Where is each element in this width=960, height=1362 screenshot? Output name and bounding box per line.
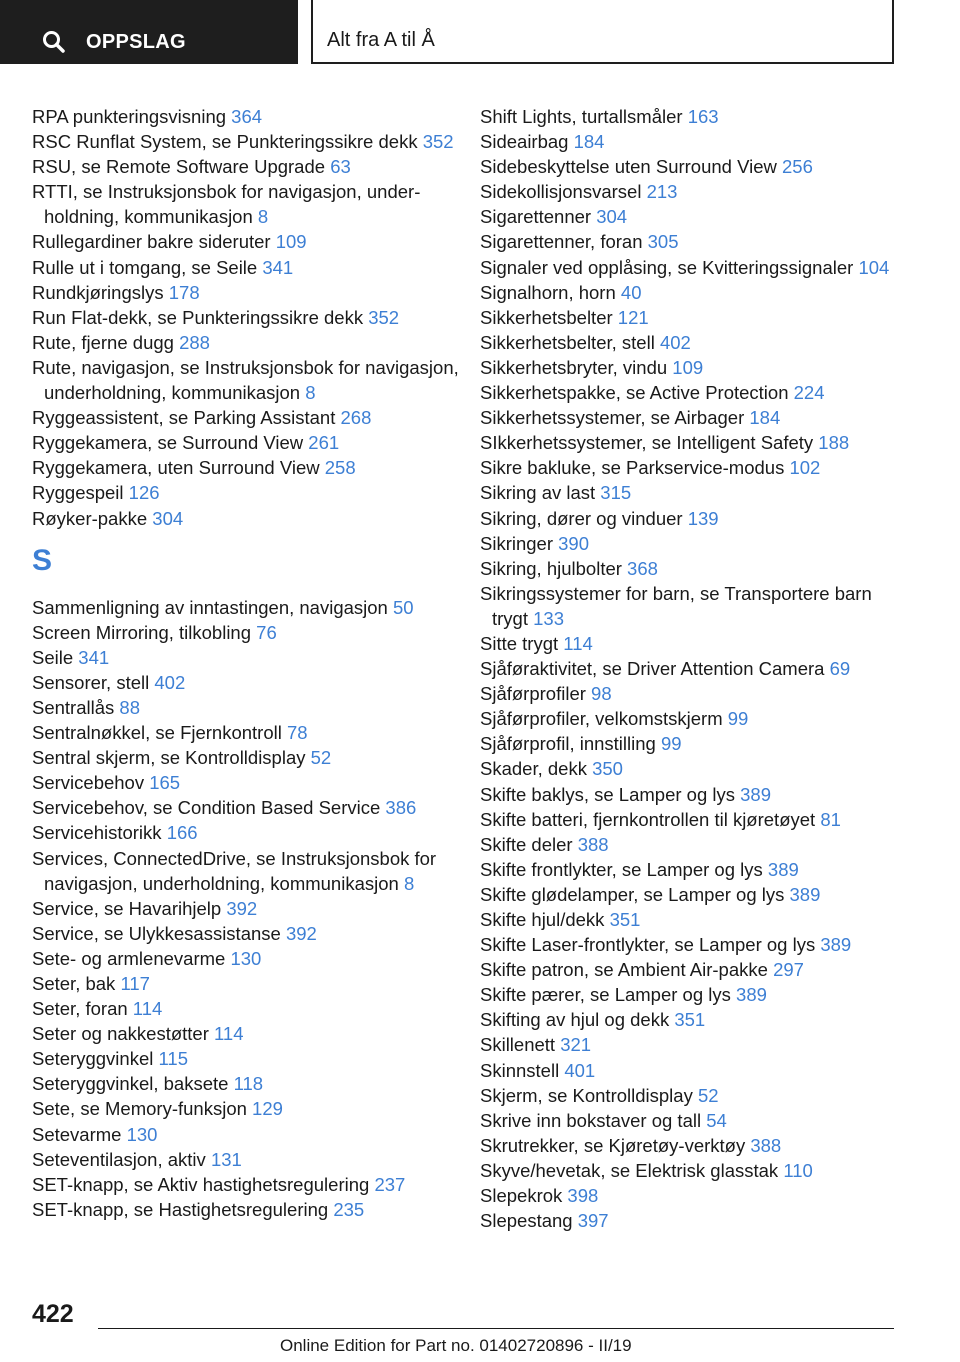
page-link[interactable]: 69: [829, 658, 851, 680]
index-entry: [480, 581, 900, 631]
index-entry-text: Skifte glødelamper, se Lamper og lys: [480, 883, 785, 905]
page-link[interactable]: 184: [749, 407, 781, 429]
index-entry: [480, 380, 900, 405]
index-entry: [480, 1158, 900, 1183]
page-link[interactable]: 163: [687, 106, 719, 127]
index-entry: [480, 631, 900, 656]
page-link[interactable]: 110: [783, 1159, 813, 1181]
page-link[interactable]: 126: [128, 482, 160, 504]
index-entry: [32, 770, 462, 795]
page-link[interactable]: 392: [226, 897, 258, 919]
page-link[interactable]: 115: [158, 1048, 188, 1070]
index-entry: [32, 1197, 462, 1222]
page-link[interactable]: 78: [287, 722, 308, 744]
index-entry: [480, 229, 900, 254]
index-entry-text: Sammenligning av inntastingen, navigasjon: [32, 596, 388, 618]
page-link[interactable]: 184: [573, 131, 605, 153]
index-entry-text: Sensorer, stell: [32, 671, 150, 693]
index-entry: [480, 255, 900, 280]
index-entry-text: Sjåførprofiler, velkomstskjerm: [480, 708, 723, 730]
index-entry-text: RSC Runflat System, se Punkteringssikre dekk: [32, 131, 418, 153]
page-link[interactable]: 118: [233, 1073, 264, 1095]
index-entry-text: Sideairbag: [480, 131, 569, 153]
index-entry: [480, 204, 900, 229]
page-link[interactable]: 52: [310, 747, 332, 769]
index-entry-text: Røyker-pakke: [32, 507, 148, 529]
search-tab-label: OPPSLAG: [86, 31, 186, 53]
page-link[interactable]: 397: [577, 1210, 609, 1232]
index-entry: [480, 957, 900, 982]
page-link[interactable]: 386: [385, 797, 417, 819]
index-entry: [480, 556, 900, 581]
index-entry-text: Skifte pærer, se Lamper og lys: [480, 984, 731, 1006]
page-link[interactable]: 304: [596, 206, 628, 228]
index-entry: [32, 1172, 462, 1197]
index-entry: [480, 706, 900, 731]
page-link[interactable]: 392: [285, 922, 317, 944]
page-link[interactable]: 352: [422, 131, 454, 153]
page-link[interactable]: 388: [750, 1134, 782, 1156]
page-link[interactable]: 40: [620, 281, 642, 303]
index-entry-text: Skjerm, se Kontrolldisplay: [480, 1084, 693, 1106]
index-entry: [32, 921, 462, 946]
index-entry: [480, 1183, 900, 1208]
index-entry-text: Service, se Havarihjelp: [32, 897, 222, 919]
index-entry-text: Signaler ved opplåsing, se Kvitteringssignaler: [480, 256, 854, 278]
page-link[interactable]: 297: [773, 959, 804, 981]
page-link[interactable]: 102: [789, 457, 821, 479]
index-entry: [480, 129, 900, 154]
index-entry-text: Sjåførprofil, innstilling: [480, 733, 656, 755]
index-entry: [32, 1071, 462, 1096]
footer-divider: [98, 1328, 894, 1329]
index-entry: [32, 896, 462, 921]
page-link[interactable]: 117: [120, 973, 150, 994]
page-link[interactable]: 256: [782, 156, 813, 178]
index-entry-text: Ryggeassistent, se Parking Assistant: [32, 407, 336, 429]
index-entry-text: Sikkerhetsbelter, stell: [480, 331, 655, 353]
index-entry-text: Rute, navigasjon, se Instruksjonsbok for navigasjon, underholdning, kommunikasjon: [32, 356, 459, 404]
page-link[interactable]: 114: [214, 1023, 244, 1045]
page-link[interactable]: 139: [687, 507, 719, 529]
index-entry-text: Sikkerhetssystemer, se Airbager: [480, 407, 745, 429]
page-link[interactable]: 268: [340, 407, 372, 429]
index-entry-text: Skader, dekk: [480, 758, 587, 780]
index-entry-text: Seteryggvinkel: [32, 1048, 154, 1070]
index-entry-text: Run Flat-dekk, se Punkteringssikre dekk: [32, 306, 364, 328]
index-entry-text: Skillenett: [480, 1034, 556, 1056]
index-entry-text: SIkkerhetssystemer, se Intelligent Safety: [480, 432, 814, 454]
page-link[interactable]: 133: [533, 607, 564, 629]
index-entry: [32, 405, 462, 430]
index-entry: [32, 670, 462, 695]
page-link[interactable]: 389: [789, 883, 821, 905]
search-icon: [42, 30, 66, 54]
index-entry-text: Setevarme: [32, 1123, 122, 1145]
page-link[interactable]: 390: [558, 532, 590, 554]
index-entry-text: Slepestang: [480, 1210, 573, 1232]
page-link[interactable]: 99: [727, 708, 749, 730]
index-entry: [32, 971, 462, 996]
page-link[interactable]: 109: [672, 356, 704, 378]
page-link[interactable]: 341: [78, 646, 110, 668]
index-entry: [480, 1032, 900, 1057]
index-list-s: [32, 595, 462, 1222]
index-entry-text: Services, ConnectedDrive, se Instruksjonsbok for navigasjon, underholdning, kommunikasjon: [32, 847, 437, 894]
index-entry: [480, 807, 900, 832]
index-entry: [480, 857, 900, 882]
index-entry: [32, 430, 462, 455]
title-tab[interactable]: [311, 0, 894, 64]
index-entry-text: Sete- og armlenevarme: [32, 947, 226, 969]
index-entry-text: Sikkerhetspakke, se Active Protection: [480, 382, 789, 404]
index-entry: [32, 595, 462, 620]
index-entry-text: Slepekrok: [480, 1185, 563, 1207]
index-entry: [32, 820, 462, 845]
index-list-r: [32, 104, 462, 531]
index-entry: [480, 656, 900, 681]
index-entry-text: Screen Mirroring, tilkobling: [32, 621, 252, 643]
page-link[interactable]: 305: [647, 231, 679, 253]
page-link[interactable]: 364: [231, 106, 263, 127]
index-entry: [480, 932, 900, 957]
section-letter: S: [32, 543, 53, 577]
page-link[interactable]: 401: [564, 1059, 596, 1081]
page-link[interactable]: 235: [333, 1198, 365, 1220]
index-entry-text: Sikringer: [480, 532, 553, 554]
page-link[interactable]: 352: [368, 306, 400, 328]
index-entry: [480, 104, 900, 129]
index-entry-text: Skrive inn bokstaver og tall: [480, 1109, 702, 1131]
page-link[interactable]: 81: [820, 808, 841, 830]
index-entry: [32, 1021, 462, 1046]
index-entry-text: Skifte deler: [480, 833, 573, 855]
index-entry-text: Sjåføraktivitet, se Driver Attention Camera: [480, 658, 825, 680]
index-entry-text: RTTI, se Instruksjonsbok for navigasjon, underholdning, kommunikasjon: [32, 181, 421, 228]
index-entry-text: Sjåførprofiler: [480, 683, 586, 705]
index-column-left: [32, 104, 462, 1222]
index-entry: [32, 695, 462, 720]
index-entry: [480, 430, 900, 455]
index-entry: [480, 1058, 900, 1083]
index-entry-text: Ryggekamera, se Surround View: [32, 432, 304, 454]
index-entry-text: RSU, se Remote Software Upgrade: [32, 156, 326, 178]
page-link[interactable]: 76: [256, 621, 277, 643]
index-entry-text: Ryggekamera, uten Surround View: [32, 457, 320, 479]
index-entry-text: Seteventilasjon, aktiv: [32, 1148, 206, 1170]
index-entry-text: Skifte frontlykter, se Lamper og lys: [480, 858, 763, 880]
page-link[interactable]: 129: [252, 1098, 283, 1120]
index-entry: [32, 846, 462, 896]
index-entry: [480, 1133, 900, 1158]
index-entry-text: Servicebehov, se Condition Based Service: [32, 797, 381, 819]
page-link[interactable]: 321: [560, 1034, 592, 1056]
index-entry-text: Ryggespeil: [32, 482, 124, 504]
page-link[interactable]: 402: [154, 671, 186, 693]
index-entry-text: Skifte patron, se Ambient Air-pakke: [480, 959, 768, 981]
index-entry-text: Rute, fjerne dugg: [32, 331, 174, 353]
index-entry-text: Skyve/hevetak, se Elektrisk glasstak: [480, 1159, 779, 1181]
index-entry: [480, 756, 900, 781]
page-link[interactable]: 304: [152, 507, 184, 529]
index-entry: [480, 355, 900, 380]
index-entry: [480, 405, 900, 430]
index-entry: [480, 330, 900, 355]
index-entry-text: Rulle ut i tomgang, se Seile: [32, 256, 258, 278]
page-link[interactable]: 389: [736, 984, 767, 1006]
page-link[interactable]: 237: [374, 1173, 406, 1195]
index-entry: [32, 229, 462, 254]
index-entry-text: Sentralnøkkel, se Fjernkontroll: [32, 722, 282, 744]
index-entry-text: Seter og nakkestøtter: [32, 1023, 209, 1045]
page-link[interactable]: 315: [600, 482, 632, 504]
index-entry: [32, 506, 462, 531]
index-entry: [480, 531, 900, 556]
page-link[interactable]: 8: [257, 206, 269, 228]
page-link[interactable]: 213: [646, 181, 678, 203]
page-link[interactable]: 99: [660, 733, 682, 755]
index-entry: [32, 720, 462, 745]
index-entry: [32, 1096, 462, 1121]
index-entry: [480, 305, 900, 330]
index-entry: [32, 355, 462, 405]
page-link[interactable]: 261: [308, 432, 340, 454]
index-entry-text: RPA punkteringsvisning: [32, 106, 227, 127]
search-tab[interactable]: [0, 0, 298, 64]
index-entry: [32, 946, 462, 971]
index-entry: [32, 179, 462, 229]
index-entry-text: Seteryggvinkel, baksete: [32, 1073, 229, 1095]
index-entry-text: Sigarettenner: [480, 206, 592, 228]
index-entry: [32, 480, 462, 505]
index-entry-text: Skifte hjul/dekk: [480, 909, 605, 930]
index-entry: [480, 907, 900, 932]
index-entry: [32, 330, 462, 355]
index-entry: [480, 731, 900, 756]
index-entry-text: Sikkerhetsbryter, vindu: [480, 356, 668, 378]
index-entry: [32, 104, 462, 129]
page-link[interactable]: 109: [275, 231, 307, 253]
page-link[interactable]: 402: [659, 331, 691, 353]
index-entry-text: SET-knapp, se Aktiv hastighetsregulering: [32, 1173, 370, 1195]
page-link[interactable]: 121: [617, 306, 649, 328]
index-entry-text: Signalhorn, horn: [480, 281, 616, 303]
index-entry: [32, 129, 462, 154]
index-entry-text: Servicehistorikk: [32, 822, 162, 844]
page-link[interactable]: 165: [149, 772, 181, 794]
page-link[interactable]: 368: [627, 557, 658, 579]
page-link[interactable]: 130: [230, 947, 262, 969]
index-entry: [480, 455, 900, 480]
index-entry-text: Sidebeskyttelse uten Surround View: [480, 156, 777, 178]
index-entry: [480, 480, 900, 505]
page-link[interactable]: 166: [166, 822, 198, 844]
page-number: 422: [32, 1300, 74, 1328]
index-entry-text: Skinnstell: [480, 1059, 560, 1081]
page-link[interactable]: 50: [392, 596, 414, 618]
page-link[interactable]: 398: [567, 1185, 599, 1207]
page-link[interactable]: 52: [697, 1084, 719, 1106]
index-entry: [32, 305, 462, 330]
index-entry: [32, 996, 462, 1021]
index-entry-text: Seter, foran: [32, 998, 128, 1020]
header: [0, 0, 960, 66]
index-entry: [32, 745, 462, 770]
page-link[interactable]: 114: [132, 998, 163, 1020]
index-entry: [480, 1083, 900, 1108]
edition-note: Online Edition for Part no. 01402720896 - II/19: [280, 1336, 632, 1355]
page-link[interactable]: 130: [126, 1123, 158, 1145]
index-entry: [480, 154, 900, 179]
index-entry: [480, 982, 900, 1007]
index-entry-text: Sikringssystemer for barn, se Transportere barn trygt: [480, 582, 872, 629]
index-entry-text: Sikkerhetsbelter: [480, 306, 613, 328]
index-entry-text: Skifte Laser-frontlykter, se Lamper og lys: [480, 934, 816, 956]
index-entry: [480, 681, 900, 706]
page-link[interactable]: 104: [858, 256, 890, 278]
index-entry: [32, 154, 462, 179]
page-link[interactable]: 178: [168, 281, 200, 303]
index-entry-text: Skifte baklys, se Lamper og lys: [480, 783, 735, 805]
page-link[interactable]: 258: [324, 457, 356, 479]
index-entry: [480, 1007, 900, 1032]
index-entry: [32, 795, 462, 820]
index-entry-text: SET-knapp, se Hastighetsregulering: [32, 1198, 329, 1220]
index-entry: [32, 280, 462, 305]
index-entry-text: Sentrallås: [32, 696, 115, 718]
index-column-right: [480, 104, 900, 1233]
index-entry: [480, 280, 900, 305]
index-entry: [480, 1208, 900, 1233]
index-entry: [32, 1046, 462, 1071]
page-link[interactable]: 351: [674, 1009, 706, 1031]
index-entry: [32, 255, 462, 280]
page-link[interactable]: 98: [591, 683, 612, 705]
index-entry-text: Sikring, hjulbolter: [480, 557, 622, 579]
index-entry: [32, 645, 462, 670]
index-entry-text: Sikring av last: [480, 482, 596, 504]
index-entry-text: Servicebehov: [32, 772, 145, 794]
index-entry-text: Shift Lights, turtallsmåler: [480, 106, 683, 127]
page-link[interactable]: 388: [577, 833, 609, 855]
index-entry-text: Skifte batteri, fjernkontrollen til kjøretøyet: [480, 808, 816, 830]
page-link[interactable]: 8: [403, 872, 415, 894]
index-entry: [32, 1147, 462, 1172]
index-entry: [480, 506, 900, 531]
page-link[interactable]: 341: [262, 256, 294, 278]
page-link[interactable]: 389: [820, 934, 852, 956]
index-entry-text: Rullegardiner bakre sideruter: [32, 231, 271, 253]
index-entry: [32, 455, 462, 480]
index-entry: [480, 179, 900, 204]
page-link[interactable]: 188: [818, 432, 850, 454]
index-entry: [480, 832, 900, 857]
page-link[interactable]: 350: [592, 758, 623, 780]
index-entry: [480, 1108, 900, 1133]
index-entry-text: Sentral skjerm, se Kontrolldisplay: [32, 747, 306, 769]
page-link[interactable]: 224: [793, 382, 825, 404]
index-entry: [32, 1122, 462, 1147]
page-link[interactable]: 131: [210, 1148, 242, 1170]
page-link[interactable]: 288: [179, 331, 210, 353]
index-entry-text: Sete, se Memory-funksjon: [32, 1098, 247, 1120]
page-link[interactable]: 88: [119, 696, 140, 718]
page-link[interactable]: 114: [563, 632, 593, 654]
index-entry-text: Sitte trygt: [480, 632, 559, 654]
index-entry-text: Seter, bak: [32, 973, 116, 994]
index-entry: [32, 620, 462, 645]
page-link[interactable]: 389: [740, 783, 772, 805]
index-entry: [480, 882, 900, 907]
index-entry-text: Service, se Ulykkesassistanse: [32, 922, 281, 944]
index-entry-text: Seile: [32, 646, 74, 668]
page-link[interactable]: 351: [609, 909, 641, 930]
index-entry-text: Skifting av hjul og dekk: [480, 1009, 670, 1031]
page-link[interactable]: 389: [767, 858, 799, 880]
page-link[interactable]: 8: [305, 382, 316, 404]
index-entry: [480, 782, 900, 807]
page-link[interactable]: 54: [706, 1109, 727, 1131]
index-entry-text: Skrutrekker, se Kjøretøy-verktøy: [480, 1134, 746, 1156]
index-entry-text: Sigarettenner, foran: [480, 231, 643, 253]
index-entry-text: Sidekollisjonsvarsel: [480, 181, 642, 203]
index-list-s-continued: [480, 104, 900, 1233]
index-entry-text: Sikring, dører og vinduer: [480, 507, 683, 529]
index-entry-text: Sikre bakluke, se Parkservice-modus: [480, 457, 785, 479]
page-title: Alt fra A til Å: [327, 29, 435, 51]
index-entry-text: Rundkjøringslys: [32, 281, 164, 303]
page-link[interactable]: 63: [330, 156, 351, 178]
